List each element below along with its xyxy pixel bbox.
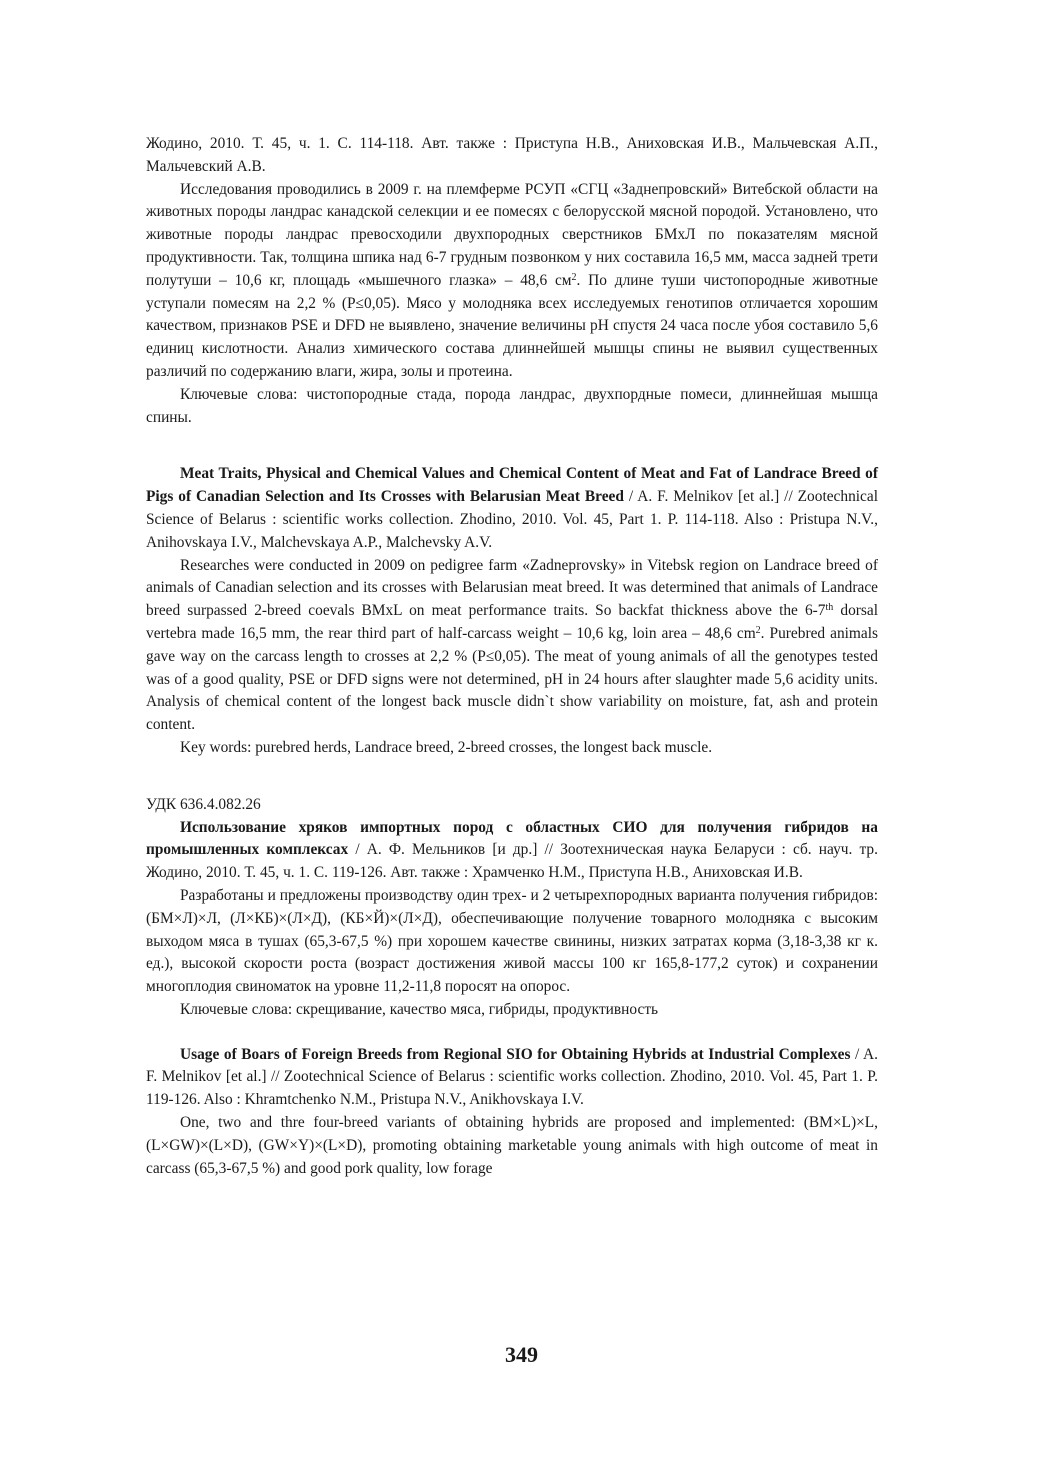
reference-en-1 [146, 463, 878, 554]
citation-continuation: Жодино, 2010. Т. 45, ч. 1. С. 114-118. Авт. также : Приступа Н.В., Аниховская И.В., Мальчевская А.П., Мальчевский А.В. [146, 135, 878, 175]
keywords-en-1: Key words: purebred herds, Landrace breed, 2-breed crosses, the longest back muscle. [180, 738, 713, 756]
abstract-ru-1: Исследования проводились в 2009 г. на племферме РСУП «СГЦ «Заднепровский» Витебской области на животных породы ландрас канадской селекции и ее помесях с белорусской мясной породой. Установлено, что животные породы ландрас превосходили двухпородных сверстников БМхЛ по показателям мясной продуктивности. Так, толщина шпика над 6-7 грудным позвонком у них составила 16,5 мм, масса задней трети полутуши – 10,6 кг, площадь «мышечного глазка» – 48,6 $см^2$. По длине туши чистопородные животные уступали помесям на 2,2 % (Р≤0,05). Мясо у молодняка всех исследуемых генотипов отличается хорошим качеством, признаков PSE и DFD не выявлено, значение величины pH спустя 24 часа после убоя составило 5,6 единиц кислотности. Анализ химического состава длиннейшей мышцы спины не выявил существенных различий по содержанию влаги, жира, золы и протеина. [146, 180, 878, 380]
title-ru-2: Использование хряков импортных пород с областных СИО для получения гибридов на промышленных комплексах [146, 818, 878, 859]
citation-en-1: / A. F. Melnikov [et al.] // Zootechnical Science of Belarus : scientific works collection. Zhodino, 2010. Vol. 45, Part 1. P. 114-118. Also : Pristupa N.V., Anihovskaya I.V., Malchevskaya A.P., Malchevsky A.V. [146, 488, 878, 551]
page-body [146, 133, 878, 1180]
abstract-ru-2: Разработаны и предложены производству один трех- и 2 четырехпородных варианта получения гибридов: (БМ×Л)×Л, (Л×КБ)×(Л×Д), (КБ×Й)×(Л×Д), обеспечивающие получение товарного молодняка с высоким выходом мяса в тушах (65,3-67,5 %) при хорошем качестве свинины, низких затратах корма (3,18-3,38 кг к. ед.), высокой скорости роста (возраст достижения живой массы 100 кг 165,8-177,2 суток) и сохранении многоплодия свиноматок на уровне 11,2-11,8 поросят на опорос. [146, 886, 878, 996]
udk-code: УДК 636.4.082.26 [146, 795, 261, 813]
page-number: 349 [505, 1342, 538, 1367]
reference-ru-2 [146, 817, 878, 885]
abstract-en-1: Researches were conducted in 2009 on pedigree farm «Zadneprovsky» in Vitebsk region on Landrace breed of animals of Canadian selection and its crosses with Belarusian meat breed. It was determined that animals of Landrace breed surpassed 2-breed coevals BMxL on meat performance traits. So backfat thickness above the 6-7th dorsal vertebra made 16,5 mm, the rear third part of half-carcass weight – 10,6 kg, loin area – 48,6 $cm^2$. Purebred animals gave way on the carcass length to crosses at 2,2 % (P≤0,05). The meat of young animals of all the genotypes tested was of a good quality, PSE or DFD signs were not determined, pH in 24 hours after slaughter made 5,6 acidity units. Analysis of chemical content of the longest back muscle didn`t show variability on moisture, fat, ash and protein content. [146, 556, 879, 734]
keywords-ru-2: Ключевые слова: скрещивание, качество мяса, гибриды, продуктивность [180, 1000, 659, 1018]
reference-en-2 [146, 1044, 878, 1112]
abstract-en-2: One, two and thre four-breed variants of obtaining hybrids are proposed and implemented: (BM×L)×L, (L×GW)×(L×D), (GW×Y)×(L×D), promoting obtaining marketable young animals with high outcome of meat in carcass (65,3-67,5 %) and good pork quality, low forage [146, 1114, 878, 1177]
keywords-ru-1: Ключевые слова: чистопородные стада, порода ландрас, двухпордные помеси, длиннейшая мышца спины. [146, 385, 878, 426]
title-en-2: Usage of Boars of Foreign Breeds from Regional SIO for Obtaining Hybrids at Industrial Complexes [180, 1045, 851, 1063]
title-en-1: Meat Traits, Physical and Chemical Values and Chemical Content of Meat and Fat of Landrace Breed of Pigs of Canadian Selection and Its Crosses with Belarusian Meat Breed [146, 465, 878, 506]
citation-ru-2: / А. Ф. Мельников [и др.] // Зоотехническая наука Беларуси : сб. науч. тр. Жодино, 2010. Т. 45, ч. 1. С. 119-126. Авт. также : Храмченко Н.М., Приступа Н.В., Аниховская И.В. [146, 841, 878, 882]
citation-en-2: / A. F. Melnikov [et al.] // Zootechnical Science of Belarus : scientific works collection. Zhodino, 2010. Vol. 45, Part 1. P. 119-126. Also : Khramtchenko N.M., Pristupa N.V., Anikhovskaya I.V. [146, 1045, 878, 1109]
